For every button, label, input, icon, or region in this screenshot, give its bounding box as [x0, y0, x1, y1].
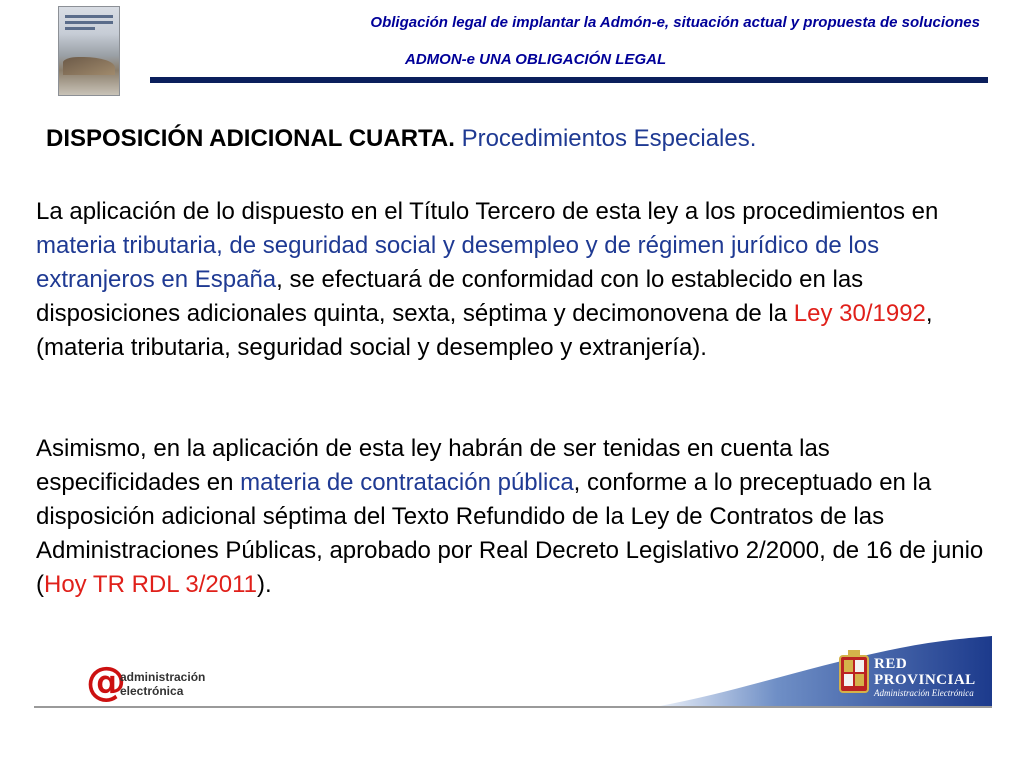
coat-of-arms-icon	[838, 650, 870, 696]
cover-title-line	[65, 15, 113, 18]
header-title: ADMON-e UNA OBLIGACIÓN LEGAL	[405, 51, 667, 68]
p2-text-1: Asimismo, en la aplicación de esta ley habrán de ser tenidas en cuenta las especificidades en	[36, 435, 830, 496]
section-title-bold: DISPOSICIÓN ADICIONAL CUARTA.	[46, 125, 455, 152]
paragraph-2	[36, 432, 986, 602]
logo-left-line2: electrónica	[120, 684, 184, 698]
paragraph-1	[36, 195, 986, 365]
footer-rule	[34, 706, 992, 708]
administracion-electronica-logo	[86, 660, 226, 706]
p2-law-reference: Hoy TR RDL 3/2011	[44, 571, 257, 598]
p2-text-3: ).	[257, 571, 272, 598]
p1-law-reference: Ley 30/1992	[793, 300, 926, 327]
header-subtitle: Obligación legal de implantar la Admón-e, situación actual y propuesta de soluciones	[370, 14, 980, 31]
section-title	[46, 125, 756, 153]
at-sign-icon: @	[86, 659, 126, 705]
p1-text-1: La aplicación de lo dispuesto en el Título Tercero de esta ley a los procedimientos en	[36, 198, 939, 225]
cover-title-line	[65, 21, 113, 24]
header-rule	[150, 77, 988, 83]
red-provincial-line2: PROVINCIAL	[874, 672, 976, 688]
book-cover-thumbnail	[58, 6, 120, 96]
p1-text-3: , (materia tributaria, seguridad social y desempleo y extranjería).	[36, 300, 933, 361]
red-provincial-line1: RED	[874, 656, 908, 672]
p1-highlight: materia tributaria, de seguridad social y desempleo y de régimen jurídico de los extranjeros en España	[36, 232, 880, 293]
p2-text-2: , conforme a lo preceptuado en la disposición adicional séptima del Texto Refundido de la Ley de Contratos de las Administraciones Públicas, aprobado por Real Decreto Legislativo 2/2000, de 16 de junio (	[36, 469, 984, 598]
red-provincial-line3: Administración Electrónica	[874, 688, 974, 698]
cover-title-line	[65, 27, 95, 30]
cover-mountain-image	[63, 57, 115, 75]
p2-highlight: materia de contratación pública	[240, 469, 574, 496]
logo-left-line1: administración	[120, 670, 206, 684]
p1-text-2: , se efectuará de conformidad con lo establecido en las disposiciones adicionales quinta, sexta, séptima y decimonovena de la	[36, 266, 864, 327]
section-title-rest: Procedimientos Especiales.	[454, 125, 757, 152]
